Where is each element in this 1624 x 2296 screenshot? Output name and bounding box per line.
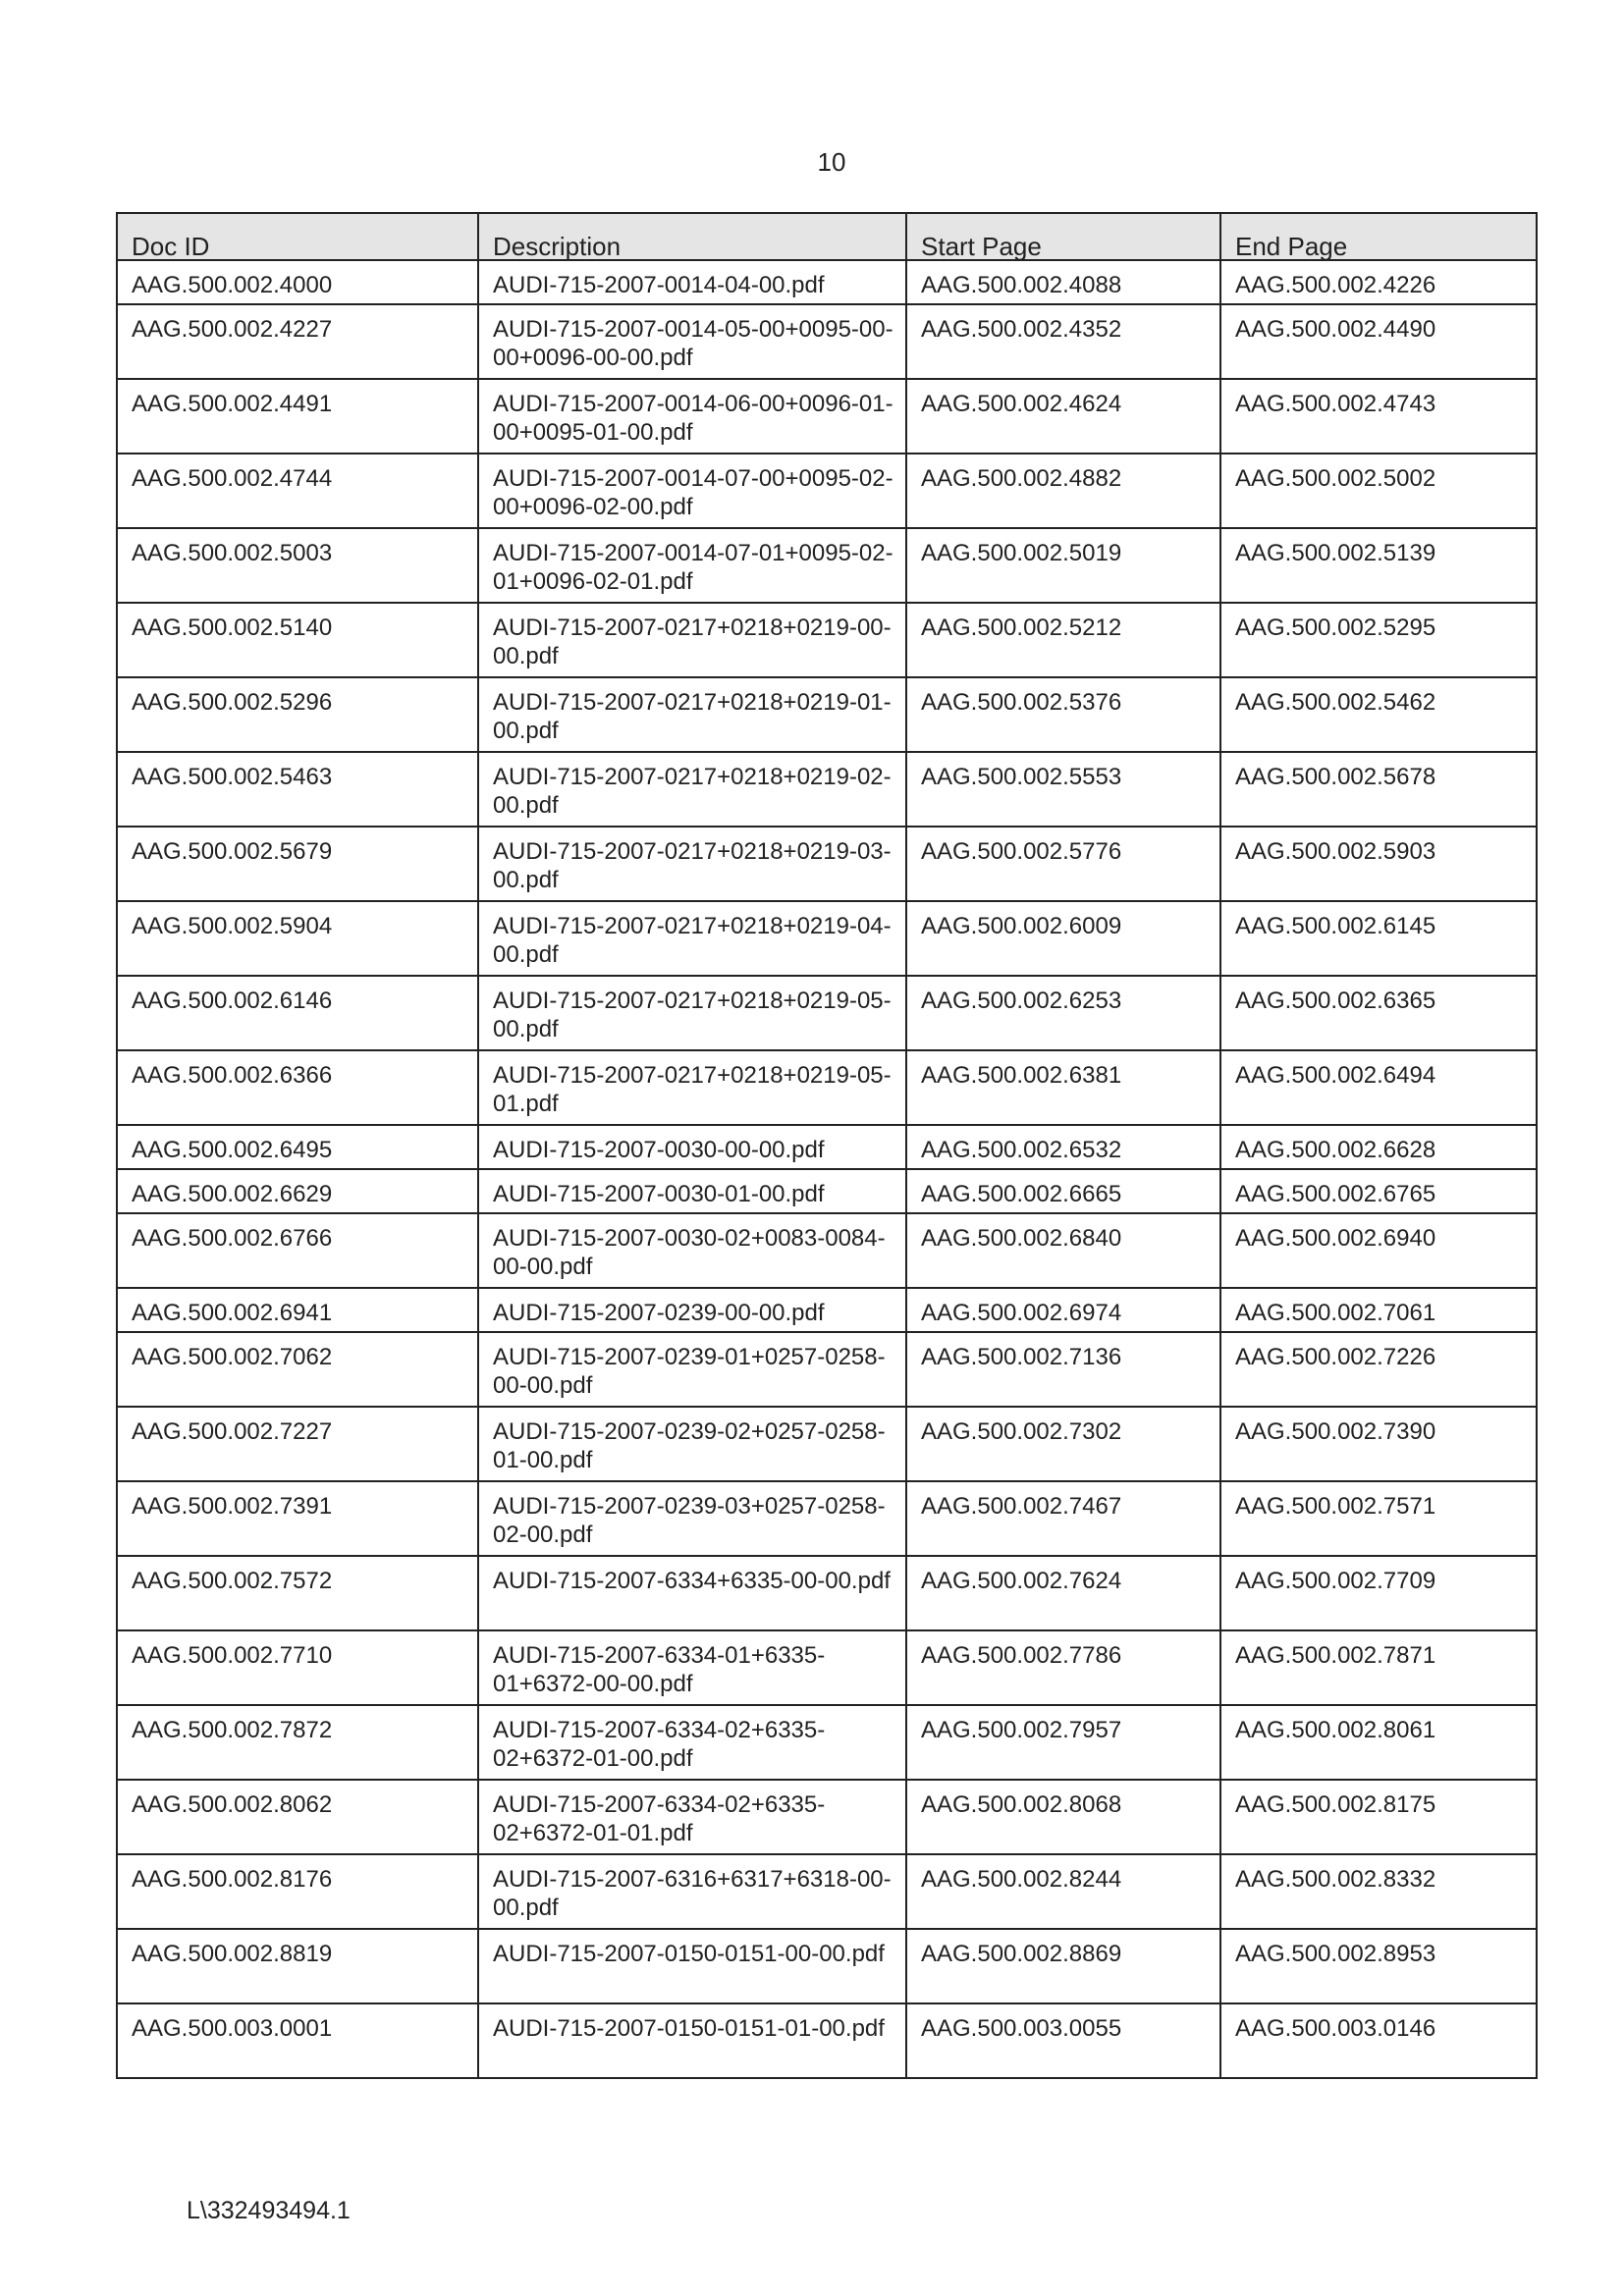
start-page-cell: AAG.500.002.7786 [906,1630,1220,1705]
table-header-row [117,213,1537,260]
end-page-cell: AAG.500.002.5903 [1220,827,1537,901]
start-page-cell: AAG.500.002.4352 [906,304,1220,379]
description-cell: AUDI-715-2007-0014-07-00+0095-02-00+0096-02-00.pdf [478,454,906,528]
table-row [117,1407,1537,1481]
start-page-cell: AAG.500.002.6665 [906,1169,1220,1213]
doc-id-cell: AAG.500.002.4227 [117,304,478,379]
description-cell: AUDI-715-2007-0030-02+0083-0084-00-00.pdf [478,1213,906,1288]
doc-id-cell: AAG.500.002.6629 [117,1169,478,1213]
end-page-cell: AAG.500.002.4743 [1220,379,1537,454]
doc-id-cell: AAG.500.002.6941 [117,1288,478,1332]
end-page-cell: AAG.500.002.8175 [1220,1780,1537,1854]
start-page-cell: AAG.500.002.6381 [906,1050,1220,1125]
doc-id-cell: AAG.500.002.8062 [117,1780,478,1854]
description-cell: AUDI-715-2007-0239-01+0257-0258-00-00.pdf [478,1332,906,1407]
doc-id-cell: AAG.500.002.7710 [117,1630,478,1705]
end-page-cell: AAG.500.002.6494 [1220,1050,1537,1125]
table-row [117,752,1537,827]
header-description-label: Description [493,232,622,261]
description-cell: AUDI-715-2007-0217+0218+0219-05-00.pdf [478,976,906,1050]
start-page-cell: AAG.500.002.7957 [906,1705,1220,1780]
description-cell: AUDI-715-2007-0217+0218+0219-05-01.pdf [478,1050,906,1125]
doc-id-cell: AAG.500.002.5003 [117,528,478,603]
end-page-cell: AAG.500.002.8332 [1220,1854,1537,1929]
start-page-cell: AAG.500.002.5376 [906,677,1220,752]
table-row [117,827,1537,901]
description-cell: AUDI-715-2007-0014-07-01+0095-02-01+0096-02-01.pdf [478,528,906,603]
table-row [117,901,1537,976]
table-row [117,379,1537,454]
doc-id-cell: AAG.500.002.4000 [117,260,478,304]
start-page-cell: AAG.500.002.8244 [906,1854,1220,1929]
end-page-cell: AAG.500.002.8061 [1220,1705,1537,1780]
table-row [117,976,1537,1050]
header-description [478,213,906,260]
table-row [117,304,1537,379]
doc-id-cell: AAG.500.002.5679 [117,827,478,901]
description-cell: AUDI-715-2007-6334-02+6335-02+6372-01-01.pdf [478,1780,906,1854]
doc-id-cell: AAG.500.002.7572 [117,1556,478,1630]
start-page-cell: AAG.500.002.7136 [906,1332,1220,1407]
table-row [117,1288,1537,1332]
description-cell: AUDI-715-2007-0239-00-00.pdf [478,1288,906,1332]
doc-id-cell: AAG.500.002.5463 [117,752,478,827]
document-reference-footer: L\332493494.1 [187,2197,351,2224]
description-cell: AUDI-715-2007-0239-02+0257-0258-01-00.pdf [478,1407,906,1481]
table-row [117,1854,1537,1929]
table-row [117,1705,1537,1780]
start-page-cell: AAG.500.002.5019 [906,528,1220,603]
description-cell: AUDI-715-2007-0217+0218+0219-00-00.pdf [478,603,906,677]
table-row [117,1125,1537,1169]
document-index-table [116,212,1538,2079]
doc-id-cell: AAG.500.002.4491 [117,379,478,454]
end-page-cell: AAG.500.002.8953 [1220,1929,1537,2003]
description-cell: AUDI-715-2007-6334+6335-00-00.pdf [478,1556,906,1630]
start-page-cell: AAG.500.002.6840 [906,1213,1220,1288]
end-page-cell: AAG.500.002.6145 [1220,901,1537,976]
description-cell: AUDI-715-2007-0150-0151-01-00.pdf [478,2003,906,2078]
table-row [117,1213,1537,1288]
table-row [117,528,1537,603]
start-page-cell: AAG.500.002.6532 [906,1125,1220,1169]
description-cell: AUDI-715-2007-6334-02+6335-02+6372-01-00.pdf [478,1705,906,1780]
description-cell: AUDI-715-2007-0030-00-00.pdf [478,1125,906,1169]
doc-id-cell: AAG.500.003.0001 [117,2003,478,2078]
description-cell: AUDI-715-2007-0150-0151-00-00.pdf [478,1929,906,2003]
end-page-cell: AAG.500.002.7571 [1220,1481,1537,1556]
end-page-cell: AAG.500.002.7390 [1220,1407,1537,1481]
start-page-cell: AAG.500.002.7624 [906,1556,1220,1630]
doc-id-cell: AAG.500.002.8176 [117,1854,478,1929]
end-page-cell: AAG.500.002.7061 [1220,1288,1537,1332]
start-page-cell: AAG.500.002.8068 [906,1780,1220,1854]
start-page-cell: AAG.500.002.4882 [906,454,1220,528]
doc-id-cell: AAG.500.002.6146 [117,976,478,1050]
description-cell: AUDI-715-2007-0014-05-00+0095-00-00+0096-00-00.pdf [478,304,906,379]
end-page-cell: AAG.500.002.6765 [1220,1169,1537,1213]
end-page-cell: AAG.500.002.5295 [1220,603,1537,677]
description-cell: AUDI-715-2007-0014-04-00.pdf [478,260,906,304]
table-row [117,454,1537,528]
doc-id-cell: AAG.500.002.7391 [117,1481,478,1556]
description-cell: AUDI-715-2007-0217+0218+0219-03-00.pdf [478,827,906,901]
description-cell: AUDI-715-2007-0217+0218+0219-04-00.pdf [478,901,906,976]
start-page-cell: AAG.500.002.7302 [906,1407,1220,1481]
doc-id-cell: AAG.500.002.4744 [117,454,478,528]
table-row [117,1929,1537,2003]
table-row [117,1630,1537,1705]
end-page-cell: AAG.500.002.7226 [1220,1332,1537,1407]
start-page-cell: AAG.500.002.5553 [906,752,1220,827]
table-row [117,1332,1537,1407]
start-page-cell: AAG.500.002.4624 [906,379,1220,454]
doc-id-cell: AAG.500.002.7227 [117,1407,478,1481]
header-start-page [906,213,1220,260]
table-row [117,1556,1537,1630]
header-doc-id-label: Doc ID [132,232,210,261]
end-page-cell: AAG.500.002.5678 [1220,752,1537,827]
description-cell: AUDI-715-2007-0217+0218+0219-01-00.pdf [478,677,906,752]
end-page-cell: AAG.500.002.6365 [1220,976,1537,1050]
start-page-cell: AAG.500.002.7467 [906,1481,1220,1556]
header-end-page-label: End Page [1235,232,1348,261]
description-cell: AUDI-715-2007-0014-06-00+0096-01-00+0095-01-00.pdf [478,379,906,454]
start-page-cell: AAG.500.002.6974 [906,1288,1220,1332]
end-page-cell: AAG.500.002.6940 [1220,1213,1537,1288]
end-page-cell: AAG.500.002.7709 [1220,1556,1537,1630]
start-page-cell: AAG.500.002.6009 [906,901,1220,976]
doc-id-cell: AAG.500.002.7872 [117,1705,478,1780]
table-row [117,2003,1537,2078]
description-cell: AUDI-715-2007-6334-01+6335-01+6372-00-00.pdf [478,1630,906,1705]
description-cell: AUDI-715-2007-0030-01-00.pdf [478,1169,906,1213]
table-row [117,1050,1537,1125]
description-cell: AUDI-715-2007-6316+6317+6318-00-00.pdf [478,1854,906,1929]
doc-id-cell: AAG.500.002.5904 [117,901,478,976]
start-page-cell: AAG.500.002.6253 [906,976,1220,1050]
end-page-cell: AAG.500.002.4490 [1220,304,1537,379]
doc-id-cell: AAG.500.002.6495 [117,1125,478,1169]
end-page-cell: AAG.500.002.6628 [1220,1125,1537,1169]
description-cell: AUDI-715-2007-0239-03+0257-0258-02-00.pdf [478,1481,906,1556]
doc-id-cell: AAG.500.002.7062 [117,1332,478,1407]
table-row [117,260,1537,304]
start-page-cell: AAG.500.002.5776 [906,827,1220,901]
table-row [117,603,1537,677]
end-page-cell: AAG.500.002.7871 [1220,1630,1537,1705]
header-start-page-label: Start Page [921,232,1042,261]
header-doc-id [117,213,478,260]
start-page-cell: AAG.500.002.8869 [906,1929,1220,2003]
doc-id-cell: AAG.500.002.8819 [117,1929,478,2003]
doc-id-cell: AAG.500.002.6366 [117,1050,478,1125]
table-row [117,1481,1537,1556]
end-page-cell: AAG.500.003.0146 [1220,2003,1537,2078]
start-page-cell: AAG.500.002.5212 [906,603,1220,677]
doc-id-cell: AAG.500.002.5140 [117,603,478,677]
doc-id-cell: AAG.500.002.5296 [117,677,478,752]
end-page-cell: AAG.500.002.5462 [1220,677,1537,752]
table-row [117,1780,1537,1854]
page-number: 10 [817,147,846,177]
end-page-cell: AAG.500.002.5139 [1220,528,1537,603]
doc-id-cell: AAG.500.002.6766 [117,1213,478,1288]
table-row [117,677,1537,752]
table-row [117,1169,1537,1213]
header-end-page [1220,213,1537,260]
end-page-cell: AAG.500.002.4226 [1220,260,1537,304]
end-page-cell: AAG.500.002.5002 [1220,454,1537,528]
start-page-cell: AAG.500.003.0055 [906,2003,1220,2078]
start-page-cell: AAG.500.002.4088 [906,260,1220,304]
description-cell: AUDI-715-2007-0217+0218+0219-02-00.pdf [478,752,906,827]
